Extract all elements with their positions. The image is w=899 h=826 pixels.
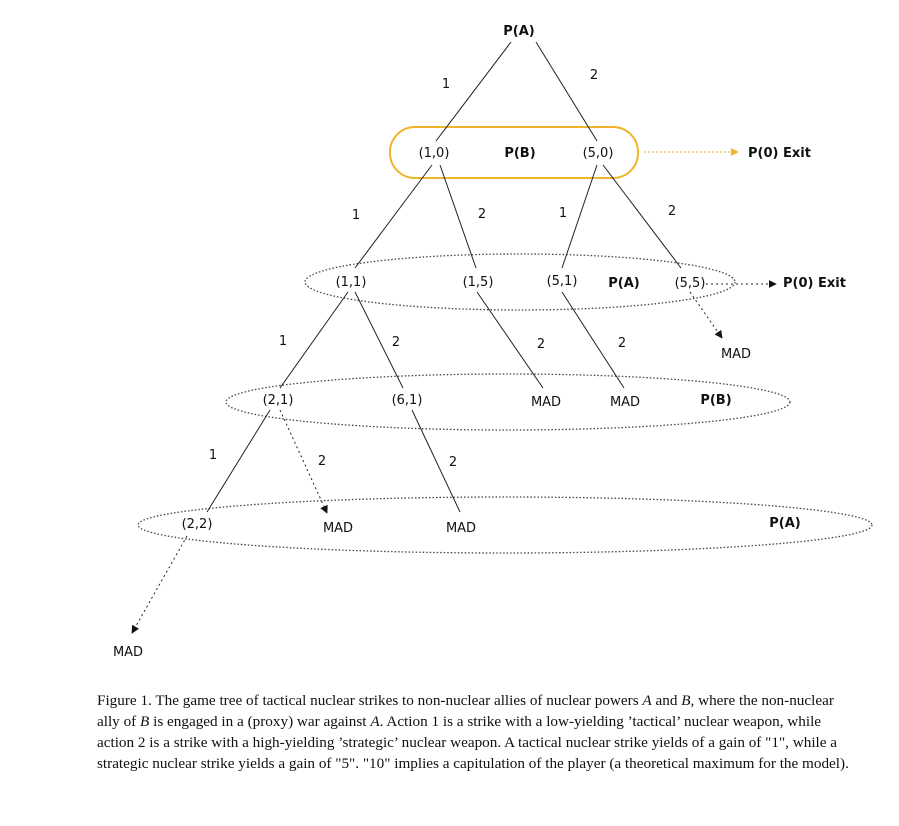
node-5-1: (5,1) xyxy=(546,274,578,289)
caption-mid2: is engaged in a (proxy) war against xyxy=(149,713,371,730)
node-1-5: (1,5) xyxy=(462,275,494,290)
node-6-1: (6,1) xyxy=(391,393,423,408)
edge-label-15-right: 2 xyxy=(536,337,546,352)
edge-label-11-left: 1 xyxy=(278,334,288,349)
edge-55-mad xyxy=(690,292,722,338)
caption-player-a-2: A xyxy=(370,713,380,730)
level2-exit-label: P(0) Exit xyxy=(783,276,846,291)
node-2-1: (2,1) xyxy=(262,393,294,408)
level2-player-label: P(A) xyxy=(608,276,640,291)
edge-11-left xyxy=(280,292,348,388)
edge-50-left xyxy=(562,165,597,268)
edge-10-right xyxy=(440,165,476,268)
node-1-0: (1,0) xyxy=(418,146,450,161)
caption-and: and xyxy=(651,692,682,709)
root-player-label: P(A) xyxy=(503,24,535,39)
node-mad-d: MAD xyxy=(445,521,477,536)
edge-label-root-left: 1 xyxy=(441,77,451,92)
level4-info-set-ellipse xyxy=(138,497,872,553)
level2-info-set-ellipse xyxy=(305,254,735,310)
caption-player-b: B xyxy=(681,692,691,709)
edge-label-50-right: 2 xyxy=(667,204,677,219)
level3-player-label: P(B) xyxy=(700,393,732,408)
edge-22-mad xyxy=(132,536,187,633)
edge-51-right xyxy=(562,292,627,388)
node-5-0: (5,0) xyxy=(582,146,614,161)
level1-player-label: P(B) xyxy=(504,146,536,161)
caption-player-b-2: B xyxy=(140,713,150,730)
edge-label-root-right: 2 xyxy=(589,68,599,83)
node-mad-a: MAD xyxy=(530,395,562,410)
node-5-5: (5,5) xyxy=(674,276,706,291)
edge-label-11-right: 2 xyxy=(391,335,401,350)
edge-label-21-left: 1 xyxy=(208,448,218,463)
caption-prefix: Figure 1. The game tree of tactical nuclear strikes to non-nuclear allies of nuclear powers xyxy=(97,692,643,709)
node-1-1: (1,1) xyxy=(335,275,367,290)
terminal-55-mad: MAD xyxy=(720,347,752,362)
caption-rest: . Action 1 is a strike with a low-yielding ’tactical’ nuclear weapon, while action 2 is a strike with a high-yielding ’strategic’ nuclear weapon. A tactical nuclear strike yields of a gain of "1", while a strategic nuclear strike yields a gain of "5". "10" implies a capitulation of the player (a theoretical maximum for the model). xyxy=(97,713,849,772)
level4-player-label: P(A) xyxy=(769,516,801,531)
edge-label-50-left: 1 xyxy=(558,206,568,221)
caption-mid: , where the non-nuclear ally of xyxy=(97,692,834,730)
node-mad-b: MAD xyxy=(609,395,641,410)
node-2-2: (2,2) xyxy=(181,517,213,532)
edge-label-61-right: 2 xyxy=(448,455,458,470)
level1-exit-label: P(0) Exit xyxy=(748,146,811,161)
caption-player-a: A xyxy=(642,692,652,709)
edge-label-51-right: 2 xyxy=(617,336,627,351)
edge-10-left xyxy=(355,165,432,268)
edge-label-10-right: 2 xyxy=(477,207,487,222)
edge-label-21-right: 2 xyxy=(317,454,327,469)
figure-caption xyxy=(97,690,857,774)
edge-label-10-left: 1 xyxy=(351,208,361,223)
node-mad-c: MAD xyxy=(322,521,354,536)
terminal-22-mad: MAD xyxy=(112,645,144,660)
